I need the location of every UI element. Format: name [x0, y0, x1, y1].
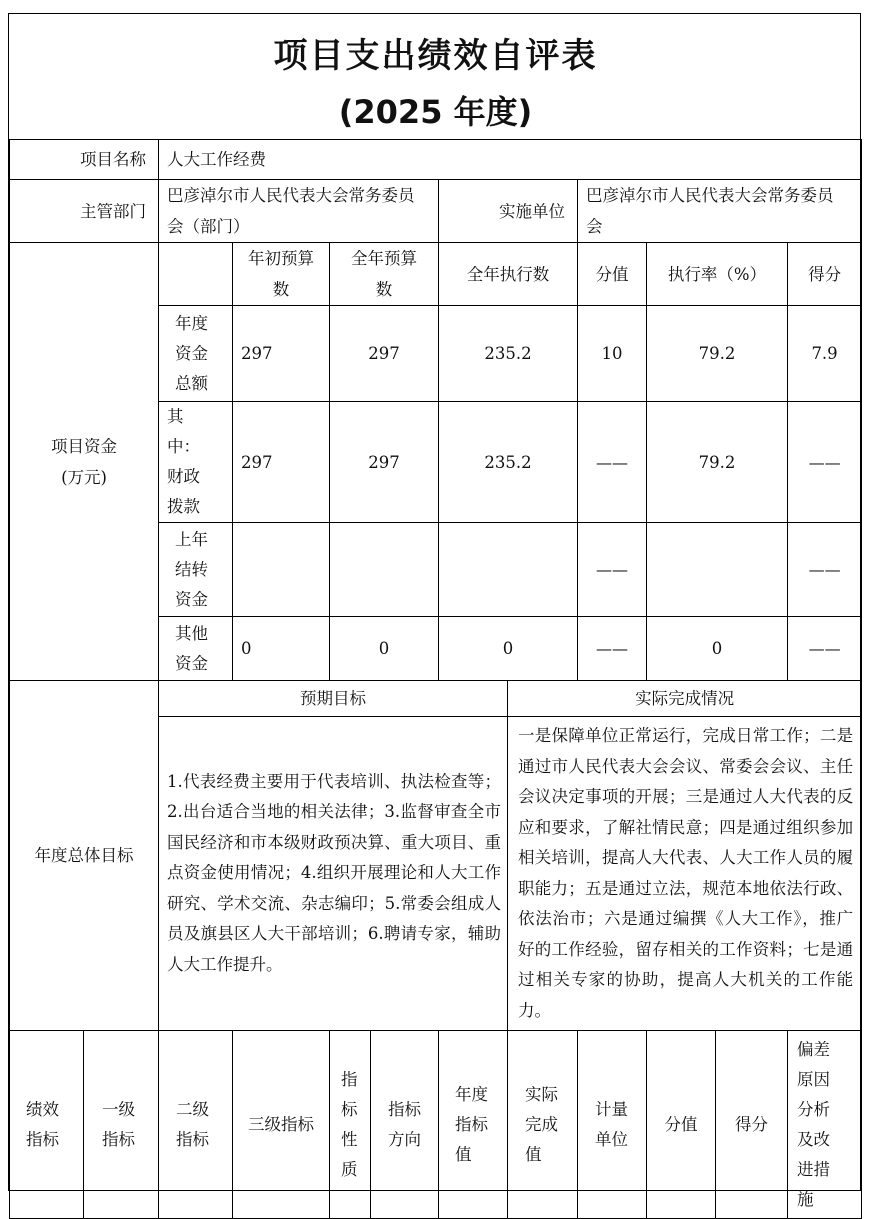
- funds-row-initial: 297: [233, 306, 330, 402]
- funds-header-initial: 年初预算数: [233, 243, 330, 306]
- funds-unit: (万元): [61, 467, 107, 487]
- funds-row-annual: 0: [330, 617, 439, 681]
- project-name-label: 项目名称: [10, 140, 159, 180]
- funds-row-initial: 0: [233, 617, 330, 681]
- perf-header-deviation: 偏差原因分析及改进措施: [788, 1031, 862, 1219]
- funds-row-score: ——: [788, 402, 862, 523]
- actual-label: 实际完成情况: [508, 681, 862, 717]
- funds-row-rate: 79.2: [647, 402, 788, 523]
- funds-row-label: 其他资金: [159, 617, 233, 681]
- impl-label: 实施单位: [439, 180, 578, 243]
- funds-row-label: 其中：财政拨款: [159, 402, 233, 523]
- funds-row-executed: [439, 523, 578, 617]
- funds-row-annual: 297: [330, 402, 439, 523]
- funds-row-label: 年度资金总额: [159, 306, 233, 402]
- perf-header-actual: 实际完成值: [508, 1031, 578, 1219]
- page-subtitle: (2025 年度): [338, 93, 533, 131]
- funds-row-score: 7.9: [788, 306, 862, 402]
- funds-row-score-value: 10: [578, 306, 647, 402]
- funds-row-executed: 235.2: [439, 306, 578, 402]
- funds-row-score-value: ——: [578, 617, 647, 681]
- perf-header-perf: 绩效指标: [10, 1031, 84, 1219]
- perf-header-level1: 一级指标: [84, 1031, 159, 1219]
- funds-row-rate: 79.2: [647, 306, 788, 402]
- perf-header-score: 得分: [716, 1031, 788, 1219]
- evaluation-table: [9, 139, 862, 1219]
- funds-row-initial: 297: [233, 402, 330, 523]
- funds-row-executed: 235.2: [439, 402, 578, 523]
- funds-row-initial: [233, 523, 330, 617]
- funds-header-score: 得分: [788, 243, 862, 306]
- funds-row-score-value: ——: [578, 402, 647, 523]
- dept-value: 巴彦淖尔市人民代表大会常务委员会（部门）: [159, 180, 439, 243]
- funds-header-blank: [159, 243, 233, 306]
- perf-header-nature: 指标性质: [330, 1031, 371, 1219]
- funds-row-rate: [647, 523, 788, 617]
- funds-label-cell: [10, 243, 159, 681]
- impl-value: 巴彦淖尔市人民代表大会常务委员会: [578, 180, 862, 243]
- perf-header-unit: 计量单位: [578, 1031, 647, 1219]
- funds-header-rate: 执行率（%）: [647, 243, 788, 306]
- page-title: 项目支出绩效自评表: [273, 36, 598, 76]
- funds-row-executed: 0: [439, 617, 578, 681]
- perf-header-level3: 三级指标: [233, 1031, 330, 1219]
- funds-row-annual: 297: [330, 306, 439, 402]
- expected-text: 1.代表经费主要用于代表培训、执法检查等；2.出台适合当地的相关法律；3.监督审查全市国民经济和市本级财政预决算、重大项目、重点资金使用情况；4.组织开展理论和人大工作研究、学术交流、杂志编印；5.常委会组成人员及旗县区人大干部培训；6.聘请专家，辅助人大工作提升。: [159, 717, 508, 1031]
- funds-row-annual: [330, 523, 439, 617]
- expected-label: 预期目标: [159, 681, 508, 717]
- funds-header-score-value: 分值: [578, 243, 647, 306]
- project-name-value: 人大工作经费: [159, 140, 862, 180]
- funds-row-rate: 0: [647, 617, 788, 681]
- goal-label: 年度总体目标: [10, 681, 159, 1031]
- funds-row-label: 上年结转资金: [159, 523, 233, 617]
- funds-header-executed: 全年执行数: [439, 243, 578, 306]
- evaluation-form: [8, 13, 861, 1209]
- funds-row-score: ——: [788, 617, 862, 681]
- actual-text: 一是保障单位正常运行，完成日常工作；二是通过市人民代表大会会议、常委会会议、主任会议决定事项的开展；三是通过人大代表的反应和要求，了解社情民意；四是通过组织参加相关培训，提高人大代表、人大工作人员的履职能力；五是通过立法，规范本地依法行政、依法治市；六是通过编撰《人大工作》，推广好的工作经验，留存相关的工作资料；七是通过相关专家的协助，提高人大机关的工作能力。: [508, 717, 862, 1031]
- perf-header-level2: 二级指标: [159, 1031, 233, 1219]
- perf-header-score-value: 分值: [647, 1031, 716, 1219]
- perf-header-target: 年度指标值: [439, 1031, 508, 1219]
- dept-label: 主管部门: [10, 180, 159, 243]
- funds-row-score: ——: [788, 523, 862, 617]
- perf-header-direction: 指标方向: [371, 1031, 439, 1219]
- funds-row-score-value: ——: [578, 523, 647, 617]
- funds-header-annual: 全年预算数: [330, 243, 439, 306]
- funds-label: 项目资金: [51, 436, 117, 456]
